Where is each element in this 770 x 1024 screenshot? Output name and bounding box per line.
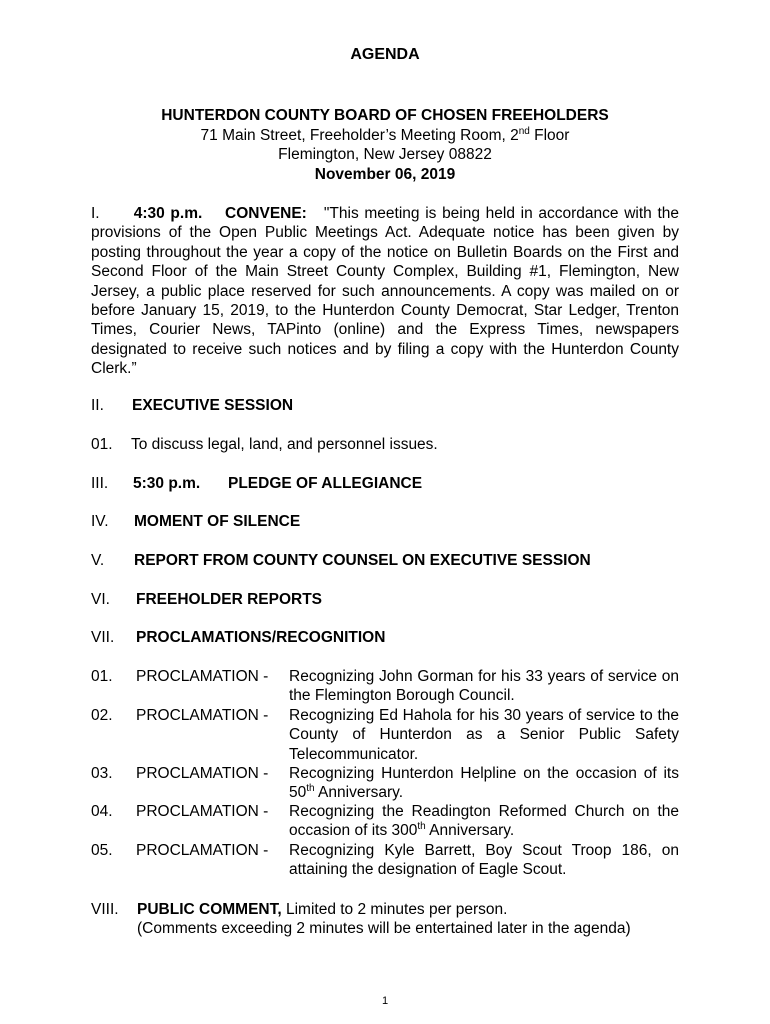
- item-text: Recognizing John Gorman for his 33 years of service on the Flemington Borough Council.: [289, 668, 679, 705]
- item-number: 04.: [91, 803, 113, 820]
- item-text: Recognizing Kyle Barrett, Boy Scout Troop 186, on attaining the designation of Eagle Scout.: [289, 842, 679, 879]
- item-text: Recognizing Ed Hahola for his 30 years of service to the County of Hunterdon as a Senior Public Safety Telecommunicator.: [289, 707, 679, 763]
- section-heading: REPORT FROM COUNTY COUNSEL ON EXECUTIVE SESSION: [134, 552, 591, 569]
- ordinal-suffix: th: [306, 783, 315, 795]
- item-number: 01.: [91, 668, 113, 685]
- item-number: 05.: [91, 842, 113, 859]
- document-title: AGENDA: [350, 46, 420, 63]
- convene-paragraph: [91, 204, 679, 379]
- ordinal-suffix: th: [417, 821, 426, 833]
- section-number: III.: [91, 475, 109, 492]
- section-heading: PLEDGE OF ALLEGIANCE: [228, 475, 423, 492]
- item-text-end: Anniversary.: [425, 822, 515, 840]
- section-heading: MOMENT OF SILENCE: [134, 513, 301, 530]
- section-number: I.: [91, 205, 100, 222]
- section-heading: FREEHOLDER REPORTS: [136, 591, 323, 608]
- address-sup: nd: [518, 125, 530, 137]
- item-text-main: Recognizing the Readington Reformed Church on the occasion of its 300: [289, 803, 679, 840]
- meeting-date: November 06, 2019: [314, 166, 456, 183]
- item-text-end: Anniversary.: [314, 784, 404, 802]
- public-comment-note: (Comments exceeding 2 minutes will be entertained later in the agenda): [137, 920, 631, 938]
- section-heading: PROCLAMATIONS/RECOGNITION: [136, 629, 386, 646]
- section-number: VI.: [91, 591, 110, 608]
- convene-time: 4:30 p.m.: [133, 205, 203, 222]
- section-heading: PUBLIC COMMENT,: [137, 901, 282, 918]
- item-number: 03.: [91, 765, 113, 782]
- item-number: 02.: [91, 707, 113, 724]
- section-number: VII.: [91, 629, 115, 646]
- section-number: IV.: [91, 513, 109, 530]
- item-text-main: Recognizing Hunterdon Helpline on the occasion of its 50: [289, 765, 679, 802]
- page-number: 1: [381, 995, 389, 1007]
- address-end: Floor: [529, 127, 570, 144]
- convene-text: "This meeting is being held in accordance with the provisions of the Open Public Meetings Act. Adequate notice has been given by posting throughout the year a copy of the notice on Bulletin Boards on the First and Second Floor of the Main Street County Complex, Building #1, Flemington, New Jersey, a public place reserved for such announcements. A copy was mailed on or before January 15, 2019, to the Hunterdon County Democrat, Star Ledger, Trenton Times, Courier News, TAPinto (online) and the Express Times, newspapers designated to receive such notices and by filing a copy with the Hunterdon County Clerk.”: [91, 205, 680, 378]
- section-number: II.: [91, 397, 104, 414]
- item-type: PROCLAMATION -: [136, 842, 269, 859]
- item-number: 01.: [91, 436, 113, 453]
- section-heading: EXECUTIVE SESSION: [132, 397, 294, 414]
- item-text: [289, 764, 679, 803]
- address-main: 71 Main Street, Freeholder’s Meeting Room, 2: [200, 127, 519, 144]
- public-comment-line: [137, 900, 697, 919]
- city-line: Flemington, New Jersey 08822: [278, 146, 492, 163]
- pledge-time: 5:30 p.m.: [133, 475, 201, 492]
- org-name: HUNTERDON COUNTY BOARD OF CHOSEN FREEHOLDERS: [161, 107, 609, 124]
- public-comment-body: [137, 900, 697, 939]
- item-type: PROCLAMATION -: [136, 803, 269, 820]
- item-type: PROCLAMATION -: [136, 668, 269, 685]
- item-text: To discuss legal, land, and personnel issues.: [131, 436, 438, 453]
- convene-label: CONVENE:: [225, 205, 307, 222]
- section-number: V.: [91, 552, 105, 569]
- item-type: PROCLAMATION -: [136, 765, 269, 782]
- address-line: [0, 126, 770, 146]
- item-text: [289, 802, 679, 841]
- item-type: PROCLAMATION -: [136, 707, 269, 724]
- section-number: VIII.: [91, 901, 119, 918]
- public-comment-text: Limited to 2 minutes per person.: [281, 901, 508, 918]
